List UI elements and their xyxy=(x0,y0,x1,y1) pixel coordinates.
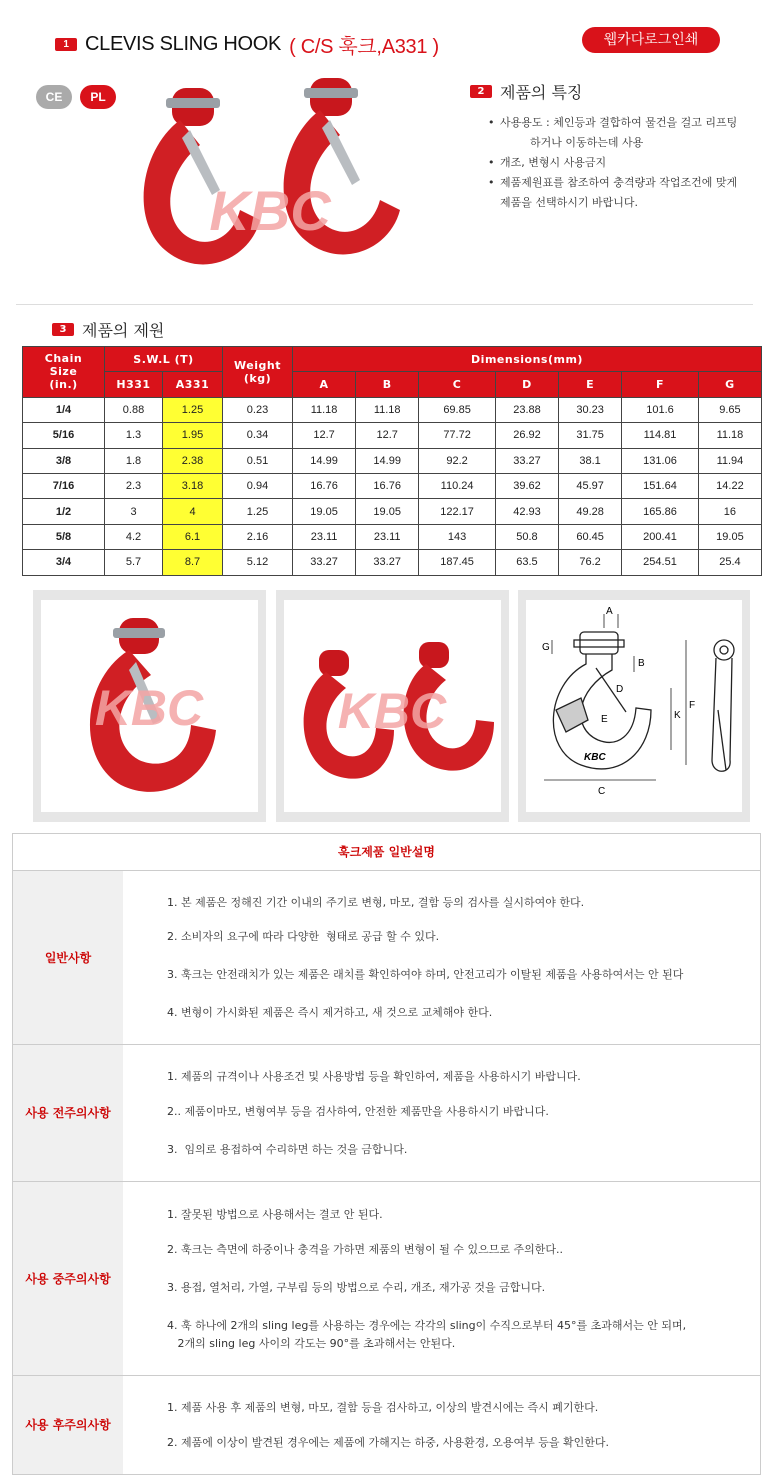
features-list xyxy=(488,113,758,213)
table-cell: 114.81 xyxy=(622,423,699,448)
a331-swl-cell: 3.18 xyxy=(163,473,223,498)
table-cell: 2.16 xyxy=(223,524,293,549)
table-cell: 101.6 xyxy=(622,397,699,422)
table-cell: 19.05 xyxy=(293,499,356,524)
info-item: 1. 본 제품은 정해진 기간 이내의 주기로 변형, 마모, 결함 등의 검사를 실시하여야 한다. xyxy=(167,896,585,909)
table-cell: 12.7 xyxy=(293,423,356,448)
dimension-diagram xyxy=(526,600,742,812)
info-section-label xyxy=(13,1182,123,1375)
info-item: 2개의 sling leg 사이의 각도는 90°를 초과해서는 안된다. xyxy=(167,1336,456,1350)
a331-swl-cell: 4 xyxy=(163,499,223,524)
a331-swl-cell: 8.7 xyxy=(163,550,223,575)
dim-label-f: F xyxy=(689,700,696,711)
single-hook-illustration xyxy=(41,600,258,812)
a331-swl-cell: 1.95 xyxy=(163,423,223,448)
info-item: 3. 훅크는 안전래치가 있는 제품은 래치를 확인하여야 하며, 안전고리가 이탈된 제품을 사용하여서는 안 된다 xyxy=(167,968,684,981)
table-cell: 92.2 xyxy=(419,448,496,473)
info-label-line: 사용 중 xyxy=(25,1271,65,1286)
chain-size-cell: 1/4 xyxy=(23,397,105,422)
table-cell: 14.22 xyxy=(698,473,761,498)
table-cell: 42.93 xyxy=(495,499,558,524)
header-dim-b: B xyxy=(356,372,419,397)
feature-item-continued: 제품을 선택하시기 바랍니다. xyxy=(500,196,639,209)
chain-size-cell: 7/16 xyxy=(23,473,105,498)
print-catalog-button[interactable]: 웹카다로그인쇄 xyxy=(582,27,720,53)
chain-size-cell: 5/16 xyxy=(23,423,105,448)
table-row xyxy=(23,423,762,448)
info-title: 훅크제품 일반설명 xyxy=(13,834,760,871)
table-cell: 69.85 xyxy=(419,397,496,422)
table-cell: 1.8 xyxy=(105,448,163,473)
chain-size-cell: 5/8 xyxy=(23,524,105,549)
section-badge: 1 xyxy=(55,38,77,51)
header-dim-e: E xyxy=(559,372,622,397)
table-cell: 200.41 xyxy=(622,524,699,549)
table-cell: 39.62 xyxy=(495,473,558,498)
header-dimensions: Dimensions(mm) xyxy=(293,347,762,372)
info-label-line: 사용 후 xyxy=(25,1418,65,1432)
table-cell: 33.27 xyxy=(495,448,558,473)
table-cell: 14.99 xyxy=(293,448,356,473)
table-cell: 16.76 xyxy=(293,473,356,498)
table-cell: 77.72 xyxy=(419,423,496,448)
dim-label-g: G xyxy=(542,642,550,653)
product-photo-single xyxy=(33,590,266,822)
spec-title: 3 제품의 제원 xyxy=(52,318,164,341)
info-item: 3. 용접, 열처리, 가열, 구부림 등의 방법으로 수리, 개조, 재가공 것을 금합니다. xyxy=(167,1280,546,1294)
section-badge: 3 xyxy=(52,323,74,336)
info-label-line: 일반사항 xyxy=(44,950,92,965)
table-cell: 1.3 xyxy=(105,423,163,448)
table-cell: 16.76 xyxy=(356,473,419,498)
info-section-content xyxy=(123,1045,760,1181)
table-cell: 122.17 xyxy=(419,499,496,524)
dim-label-b: B xyxy=(638,658,645,669)
table-row xyxy=(23,499,762,524)
table-cell: 11.18 xyxy=(698,423,761,448)
info-section xyxy=(13,871,760,1045)
table-cell: 16 xyxy=(698,499,761,524)
feature-item-continued: 하거나 이동하는데 사용 xyxy=(530,136,644,149)
info-item: 2. 제품에 이상이 발견된 경우에는 제품에 가해지는 하중, 사용환경, 오용여부 등을 확인한다. xyxy=(167,1436,609,1449)
dimension-diagram-box xyxy=(518,590,750,822)
info-section xyxy=(13,1376,760,1474)
table-cell: 11.18 xyxy=(293,397,356,422)
info-item: 1. 제품의 규격이나 사용조건 및 사용방법 등을 확인하여, 제품을 사용하시기 바랍니다. xyxy=(167,1070,581,1083)
info-item: 2. 소비자의 요구에 따라 다양한 형태로 공급 할 수 있다. xyxy=(167,930,440,943)
table-cell: 4.2 xyxy=(105,524,163,549)
table-cell: 76.2 xyxy=(559,550,622,575)
dim-label-k: K xyxy=(674,710,681,721)
info-item: 4. 훅 하나에 2개의 sling leg를 사용하는 경우에는 각각의 sling이 수직으로부터 45°를 초과해서는 안 되며, xyxy=(167,1318,687,1332)
dim-label-d: D xyxy=(616,684,624,695)
table-cell: 19.05 xyxy=(698,524,761,549)
svg-text:KBC: KBC xyxy=(337,683,447,739)
kbc-watermark: KBC xyxy=(209,179,331,242)
general-info-panel xyxy=(12,833,761,1475)
info-label-line: 주의사항 xyxy=(64,1271,111,1286)
table-cell: 0.34 xyxy=(223,423,293,448)
table-cell: 0.23 xyxy=(223,397,293,422)
section-divider xyxy=(16,304,753,305)
table-row xyxy=(23,397,762,422)
header-dim-a: A xyxy=(293,372,356,397)
chain-size-cell: 1/2 xyxy=(23,499,105,524)
info-item: 1. 제품 사용 후 제품의 변형, 마모, 결함 등을 검사하고, 이상의 발견시에는 즉시 폐기한다. xyxy=(167,1401,599,1414)
page-title xyxy=(55,30,439,59)
pl-cert-badge: PL xyxy=(80,85,116,109)
table-cell: 49.28 xyxy=(559,499,622,524)
product-subtitle: ( C/S 훅크,A331 ) xyxy=(289,36,439,58)
table-cell: 23.11 xyxy=(356,524,419,549)
info-label-line: 사용 전 xyxy=(25,1106,65,1120)
table-cell: 31.75 xyxy=(559,423,622,448)
features-title: 2 제품의 특징 xyxy=(470,80,582,103)
table-cell: 0.88 xyxy=(105,397,163,422)
info-label-line: 주의사항 xyxy=(64,1418,111,1432)
table-cell: 0.51 xyxy=(223,448,293,473)
info-section-label xyxy=(13,871,123,1044)
table-cell: 33.27 xyxy=(356,550,419,575)
section-badge: 2 xyxy=(470,85,492,98)
header-dim-c: C xyxy=(419,372,496,397)
table-cell: 254.51 xyxy=(622,550,699,575)
info-section-content xyxy=(123,1376,760,1474)
hook-pair-illustration xyxy=(120,60,420,300)
a331-swl-cell: 2.38 xyxy=(163,448,223,473)
table-cell: 23.11 xyxy=(293,524,356,549)
info-label-line: 주의사항 xyxy=(64,1106,111,1120)
table-cell: 25.4 xyxy=(698,550,761,575)
table-cell: 38.1 xyxy=(559,448,622,473)
feature-item: • 제품제원표를 참조하여 충격량과 작업조건에 맞게 xyxy=(488,173,758,193)
info-section xyxy=(13,1182,760,1376)
chain-size-cell: 3/8 xyxy=(23,448,105,473)
table-cell: 5.7 xyxy=(105,550,163,575)
product-photo-pair xyxy=(276,590,509,822)
ce-cert-badge: CE xyxy=(36,85,72,109)
table-cell: 50.8 xyxy=(495,524,558,549)
table-cell: 5.12 xyxy=(223,550,293,575)
table-cell: 151.64 xyxy=(622,473,699,498)
header-dim-g: G xyxy=(698,372,761,397)
main-product-photo xyxy=(120,60,420,300)
info-item: 1. 잘못된 방법으로 사용해서는 결코 안 된다. xyxy=(167,1207,383,1221)
dim-label-a: A xyxy=(606,606,613,617)
table-cell: 19.05 xyxy=(356,499,419,524)
header-h331: H331 xyxy=(105,372,163,397)
a331-swl-cell: 6.1 xyxy=(163,524,223,549)
table-cell: 2.3 xyxy=(105,473,163,498)
info-item: 2. 훅크는 측면에 하중이나 충격을 가하면 제품의 변형이 될 수 있으므로 주의한다.. xyxy=(167,1242,563,1256)
table-cell: 14.99 xyxy=(356,448,419,473)
table-cell: 63.5 xyxy=(495,550,558,575)
feature-item: • 개조, 변형시 사용금지 xyxy=(488,153,758,173)
info-item: 3. 임의로 용접하여 수리하면 하는 것을 금합니다. xyxy=(167,1143,408,1156)
table-cell: 26.92 xyxy=(495,423,558,448)
info-item: 2.. 제품이마모, 변형여부 등을 검사하여, 안전한 제품만을 사용하시기 바랍니다. xyxy=(167,1105,549,1118)
chain-size-cell: 3/4 xyxy=(23,550,105,575)
header-dim-d: D xyxy=(495,372,558,397)
product-name: CLEVIS SLING HOOK xyxy=(85,33,282,55)
header-a331: A331 xyxy=(163,372,223,397)
header-swl: S.W.L (T) xyxy=(105,347,223,372)
spec-table xyxy=(22,346,762,576)
table-cell: 9.65 xyxy=(698,397,761,422)
table-cell: 1.25 xyxy=(223,499,293,524)
table-cell: 23.88 xyxy=(495,397,558,422)
table-cell: 33.27 xyxy=(293,550,356,575)
table-cell: 30.23 xyxy=(559,397,622,422)
table-row xyxy=(23,473,762,498)
info-section-label xyxy=(13,1376,123,1474)
table-cell: 3 xyxy=(105,499,163,524)
feature-item: • 사용용도 : 체인등과 결합하여 물건을 걸고 리프팅 xyxy=(488,113,758,133)
table-cell: 131.06 xyxy=(622,448,699,473)
dim-label-e: E xyxy=(601,714,608,725)
table-cell: 187.45 xyxy=(419,550,496,575)
info-item: 4. 변형이 가시화된 제품은 즉시 제거하고, 새 것으로 교체해야 한다. xyxy=(167,1006,493,1019)
info-section-content xyxy=(123,871,760,1044)
table-row xyxy=(23,524,762,549)
header-dim-f: F xyxy=(622,372,699,397)
hook-pair-small-illustration xyxy=(284,600,501,812)
info-section xyxy=(13,1045,760,1182)
table-cell: 143 xyxy=(419,524,496,549)
table-cell: 11.94 xyxy=(698,448,761,473)
table-cell: 110.24 xyxy=(419,473,496,498)
table-cell: 11.18 xyxy=(356,397,419,422)
a331-swl-cell: 1.25 xyxy=(163,397,223,422)
header-chain-size: Chain Size (in.) xyxy=(23,347,105,398)
dim-label-c: C xyxy=(598,786,606,797)
table-cell: 45.97 xyxy=(559,473,622,498)
table-cell: 60.45 xyxy=(559,524,622,549)
header-weight: Weight (kg) xyxy=(223,347,293,398)
table-cell: 0.94 xyxy=(223,473,293,498)
svg-text:KBC: KBC xyxy=(94,680,204,736)
info-section-content xyxy=(123,1182,760,1375)
table-row xyxy=(23,448,762,473)
info-section-label xyxy=(13,1045,123,1181)
diagram-brand: KBC xyxy=(584,752,606,763)
table-cell: 12.7 xyxy=(356,423,419,448)
table-row xyxy=(23,550,762,575)
table-cell: 165.86 xyxy=(622,499,699,524)
